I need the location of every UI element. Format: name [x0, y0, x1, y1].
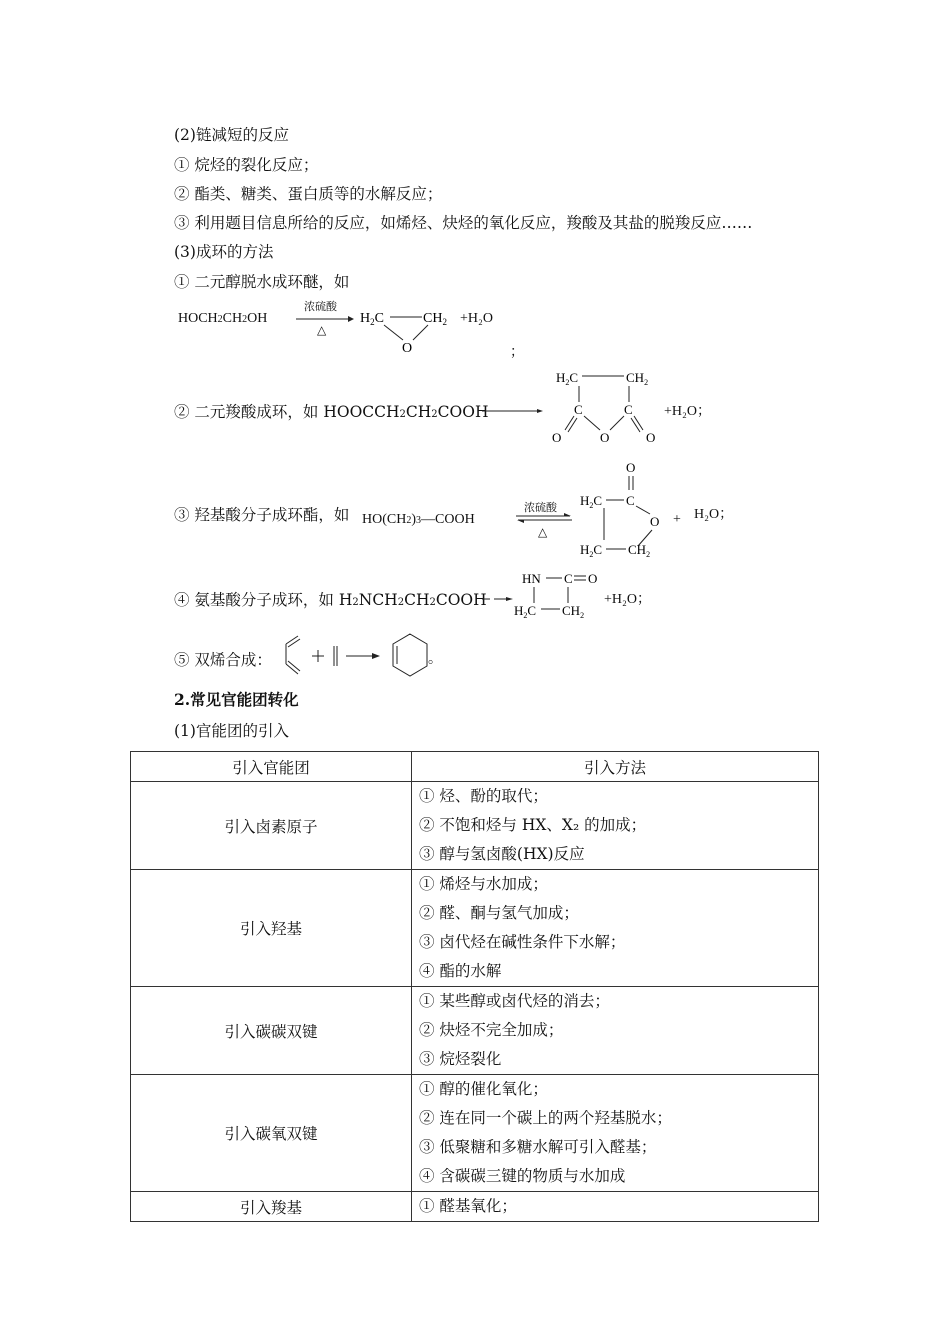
list-item-ring-5: ⑤ 双烯合成：: [174, 651, 272, 669]
water-3: H₂O；: [694, 507, 734, 522]
table-header: 引入方法: [412, 752, 819, 782]
svg-text:HN: HN: [522, 571, 541, 586]
table-row: [131, 782, 819, 870]
list-item: ① 烷烃的裂化反应；: [174, 156, 319, 174]
method-item: ② 炔烃不完全加成；: [419, 1021, 564, 1039]
group-cell: 引入卤素原子: [131, 782, 412, 870]
method-item: ② 醛、酮与氢气加成；: [419, 904, 579, 922]
svg-text:O: O: [646, 430, 656, 445]
group-cell: 引入羟基: [131, 870, 412, 987]
method-item: ② 不饱和烃与 HX、X₂ 的加成；: [419, 816, 647, 834]
svg-text:CH2: $CH_2$: [423, 311, 447, 327]
svg-text:O: O: [600, 430, 610, 445]
method-item: ④ 含碳碳三键的物质与水加成: [419, 1167, 626, 1185]
method-item: ③ 低聚糖和多糖水解可引入醛基；: [419, 1138, 657, 1156]
method-item: ① 醇的催化氧化；: [419, 1080, 548, 1098]
diels-alder-scheme: [276, 632, 446, 686]
methods-cell: [412, 782, 819, 870]
epoxide-structure: [360, 305, 460, 355]
svg-text:O: O: [402, 341, 413, 356]
svg-text:H2C: $H_2C$: [580, 493, 603, 510]
svg-text:C: C: [624, 402, 633, 417]
plus-water-4: +H₂O；: [604, 592, 651, 607]
list-item-ring-3: ③ 羟基酸分子成环酯，如: [174, 506, 350, 524]
svg-text:H2C: $H_2C$: [556, 370, 579, 387]
section-heading-functional: 2.常见官能团转化: [174, 690, 299, 709]
svg-text:H2C: $H_2C$: [580, 542, 603, 559]
svg-text:C: C: [626, 493, 635, 508]
method-item: ① 烃、酚的取代；: [419, 787, 548, 805]
succinic-anhydride-structure: [548, 366, 668, 448]
plus-sign: +: [673, 512, 681, 527]
svg-text:O: O: [626, 460, 636, 475]
lactone-structure: [576, 456, 686, 566]
svg-text:O: O: [650, 514, 660, 529]
reactant-hydroxy-acid: HO(CH2)3—COOH: [362, 512, 475, 527]
method-item: ① 醛基氧化；: [419, 1197, 517, 1215]
list-item-ring-4: ④ 氨基酸分子成环，如 H2NCH2CH2COOH: [174, 591, 487, 609]
svg-text:C: C: [564, 571, 573, 586]
lactam-structure: [514, 565, 614, 625]
period: 。: [428, 652, 442, 667]
reaction-arrow-2: [482, 400, 544, 424]
functional-group-table: [130, 751, 819, 1222]
heat-symbol: △: [317, 323, 327, 337]
list-item: ③ 利用题目信息所给的反应，如烯烃、炔烃的氧化反应，羧酸及其盐的脱羧反应……: [174, 214, 753, 232]
subheading-introduce: (1)官能团的引入: [174, 722, 289, 740]
table-row: [131, 870, 819, 987]
catalyst-label-2: 浓硫酸: [524, 501, 557, 514]
methods-cell: [412, 1075, 819, 1192]
method-item: ① 烯烃与水加成；: [419, 875, 548, 893]
semicolon: ；: [510, 345, 524, 360]
reactant-ethylene-glycol: HOCH2CH2OH: [178, 311, 268, 326]
group-cell: 引入羧基: [131, 1192, 412, 1222]
method-item: ① 某些醇或卤代烃的消去；: [419, 992, 610, 1010]
method-item: ② 连在同一个碳上的两个羟基脱水；: [419, 1109, 672, 1127]
section-heading-chain-shorten: (2)链减短的反应: [174, 126, 289, 144]
method-item: ④ 酯的水解: [419, 962, 502, 980]
table-row: [131, 987, 819, 1075]
plus-water-2: +H₂O；: [664, 404, 711, 419]
svg-text:H2C: $H_2C$: [514, 603, 537, 620]
plus-water-1: +H₂O: [460, 311, 493, 326]
group-cell: 引入碳氧双键: [131, 1075, 412, 1192]
list-item-ring-1: ① 二元醇脱水成环醚，如: [174, 273, 350, 291]
methods-cell: [412, 870, 819, 987]
svg-text:CH2: $CH_2$: [628, 542, 651, 559]
heat-symbol-2: △: [538, 525, 548, 539]
group-cell: 引入碳碳双键: [131, 987, 412, 1075]
section-heading-ring: (3)成环的方法: [174, 243, 274, 261]
catalyst-label: 浓硫酸: [304, 300, 337, 313]
table-row: [131, 1075, 819, 1192]
svg-text:CH2: $CH_2$: [626, 370, 649, 387]
reaction-arrow-4: [482, 588, 516, 608]
table-header: 引入官能团: [131, 752, 412, 782]
svg-text:H2C: $H_2C$: [360, 311, 384, 327]
list-item-ring-2: ② 二元羧酸成环，如 HOOCCH2CH2COOH: [174, 403, 489, 421]
methods-cell: [412, 1192, 819, 1222]
methods-cell: [412, 987, 819, 1075]
svg-text:O: O: [588, 571, 598, 586]
list-item: ② 酯类、糖类、蛋白质等的水解反应；: [174, 185, 443, 203]
method-item: ③ 烷烃裂化: [419, 1050, 502, 1068]
method-item: ③ 卤代烃在碱性条件下水解；: [419, 933, 626, 951]
svg-text:C: C: [574, 402, 583, 417]
svg-text:CH2: $CH_2$: [562, 603, 585, 620]
method-item: ③ 醇与氢卤酸(HX)反应: [419, 845, 585, 863]
table-row: [131, 1192, 819, 1222]
table-header-row: [131, 752, 819, 782]
svg-text:O: O: [552, 430, 562, 445]
